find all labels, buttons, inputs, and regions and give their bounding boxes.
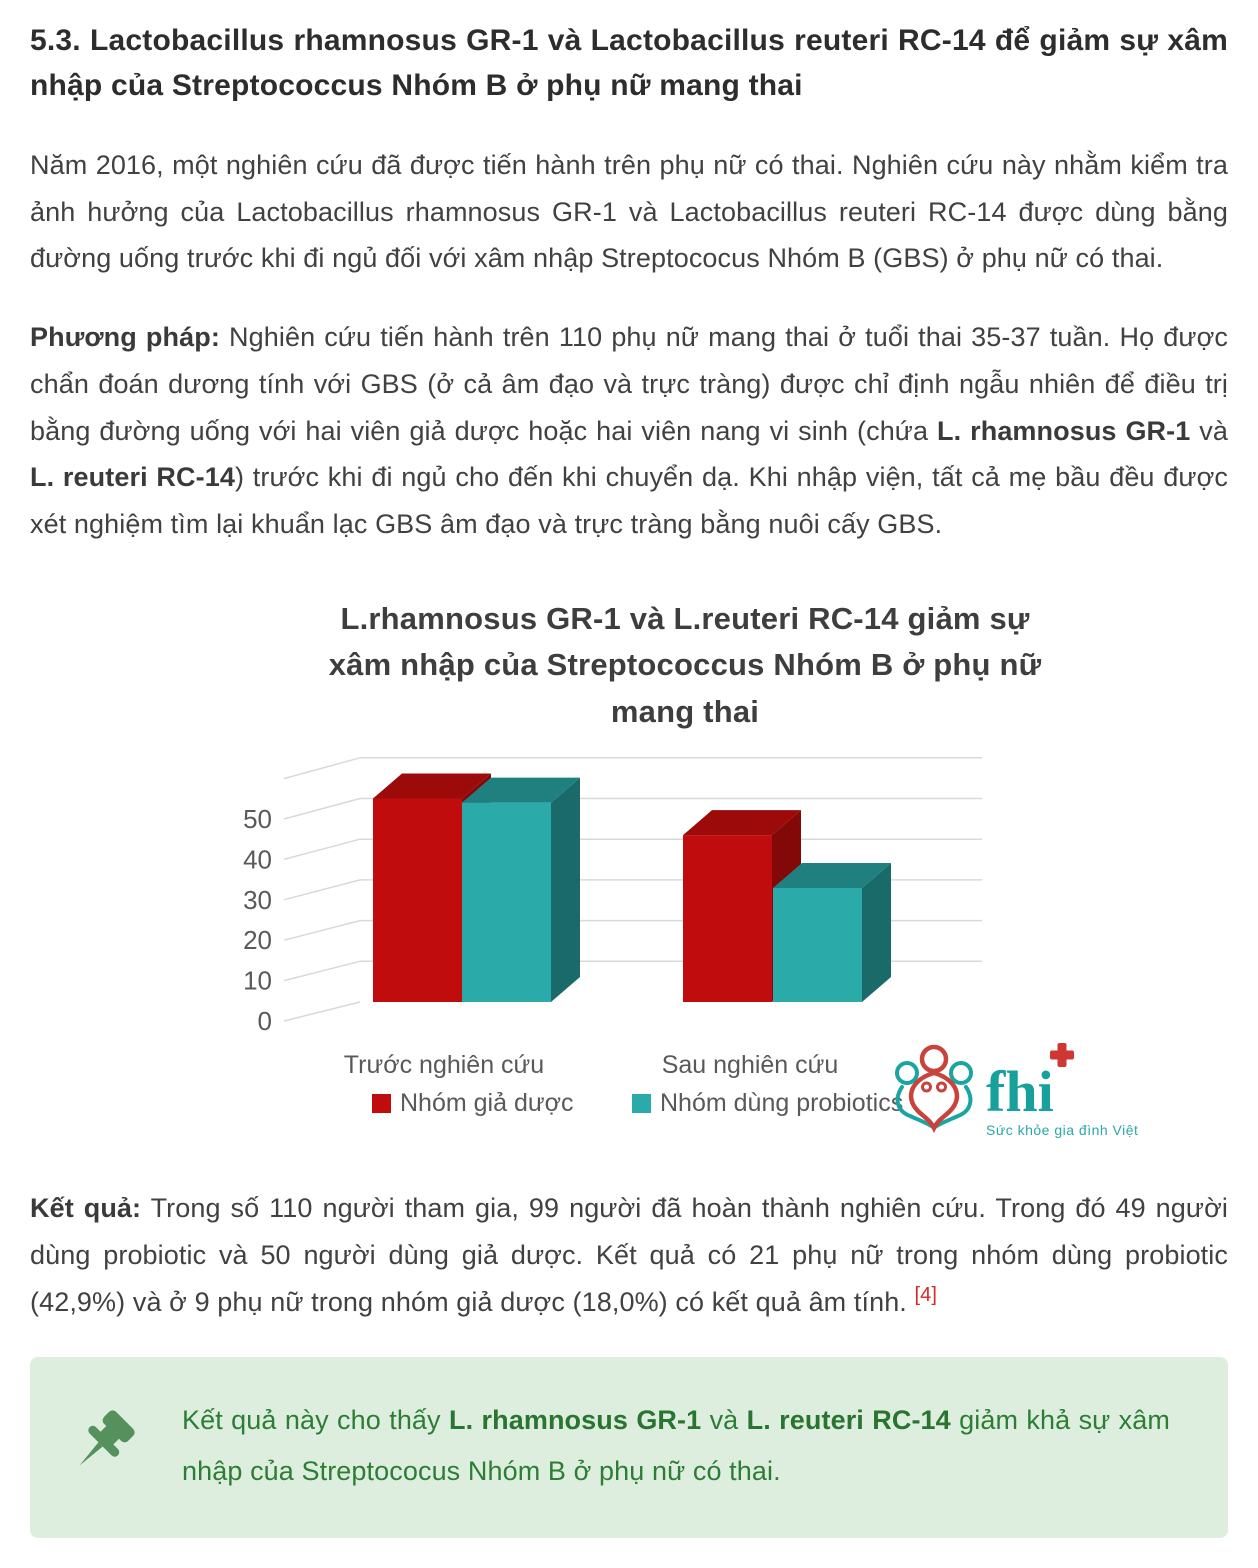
chart-legend bbox=[372, 1089, 903, 1117]
text-segment: L. rhamnosus GR-1 bbox=[937, 415, 1191, 446]
family-figure-icon bbox=[897, 1047, 971, 1128]
key-takeaway-callout bbox=[30, 1357, 1228, 1538]
text-segment: Nghiên cứu tiến hành trên 110 phụ nữ mang thai ở tuổi thai 35-37 tuần. Họ được chẩn đoán dương tính với GBS (ở cả âm đạo và trực tràng) được chỉ định ngẫu nhiên để điều trị bằng đường uống với hai viên giả dược hoặc hai viên nang vi sinh (chứa bbox=[30, 322, 1228, 446]
center-head-circle bbox=[922, 1047, 946, 1071]
text-segment: Năm 2016, một nghiên cứu đã được tiến hành trên phụ nữ có thai. Nghiên cứu này nhằm kiểm tra ảnh hưởng của Lactobacillus rhamnosus GR-1 và Lactobacillus reuteri RC-14 được dùng bằng đường uống trước khi đi ngủ đối với xâm nhập Streptococus Nhóm B (GBS) ở phụ nữ có thai. bbox=[30, 150, 1228, 274]
citation-ref[interactable]: [4] bbox=[914, 1283, 938, 1306]
legend-label: Nhóm dùng probiotics bbox=[660, 1089, 904, 1118]
bar-Nhóm giả dược-1 bbox=[683, 835, 772, 1002]
pushpin-icon bbox=[62, 1401, 148, 1498]
text-segment: ) trước khi đi ngủ cho đến khi chuyển dạ. Khi nhập viện, tất cả mẹ bầu đều được xét nghiệm tìm lại khuẩn lạc GBS âm đạo và trực tràng bằng nuôi cấy GBS. bbox=[30, 462, 1228, 539]
category-label: Trước nghiên cứu bbox=[343, 1051, 545, 1080]
legend-swatch bbox=[632, 1094, 651, 1113]
legend-label: Nhóm giả dược bbox=[400, 1089, 574, 1118]
chart-plot-area bbox=[243, 758, 982, 1079]
drop-detail-right bbox=[938, 1083, 946, 1091]
logo-tagline: Sức khỏe gia đình Việt bbox=[986, 1122, 1139, 1139]
bar-Nhóm dùng probiotics-0 bbox=[462, 803, 551, 1002]
text-segment: L. reuteri RC-14 bbox=[746, 1405, 951, 1436]
logo-wordmark: fhi bbox=[986, 1059, 1054, 1125]
text-segment: Trong số 110 người tham gia, 99 người đã hoàn thành nghiên cứu. Trong đó 49 người dùng probiotic và 50 người dùng giả dược. Kết quả có 21 phụ nữ trong nhóm dùng probiotic (42,9%) và ở 9 phụ nữ trong nhóm giả dược (18,0%) có kết quả âm tính. bbox=[30, 1193, 1228, 1317]
bar-Nhóm dùng probiotics-1 bbox=[773, 888, 862, 1002]
axis-depth-line bbox=[284, 839, 360, 859]
text-segment: L. rhamnosus GR-1 bbox=[449, 1405, 702, 1436]
bar-Nhóm giả dược-0 bbox=[373, 799, 462, 1003]
callout-text bbox=[182, 1395, 1170, 1497]
bar-side-Nhóm dùng probiotics bbox=[551, 778, 580, 1002]
text-segment: và bbox=[1190, 415, 1228, 446]
text-segment: và bbox=[701, 1405, 747, 1436]
intro-paragraph bbox=[30, 142, 1228, 282]
text-segment: Kết quả này cho thấy bbox=[182, 1405, 449, 1436]
axis-depth-line bbox=[284, 880, 360, 900]
y-tick-label: 0 bbox=[257, 1006, 272, 1037]
bar-chart-3d bbox=[220, 745, 1150, 1143]
axis-depth-line bbox=[284, 758, 360, 779]
text-segment: Phương pháp: bbox=[30, 322, 220, 353]
chart-title: L.rhamnosus GR-1 và L.reuteri RC-14 giảm sự xâm nhập của Streptococcus Nhóm B ở phụ nữ mang thai bbox=[328, 600, 1042, 729]
fhi-logo bbox=[897, 1043, 1138, 1138]
axis-depth-line bbox=[284, 799, 360, 820]
category-label: Sau nghiên cứu bbox=[661, 1051, 839, 1080]
chart-figure bbox=[220, 596, 1150, 1144]
axis-depth-line bbox=[284, 961, 360, 980]
y-tick-label: 50 bbox=[243, 804, 272, 835]
left-head-circle bbox=[897, 1063, 917, 1083]
y-tick-label: 30 bbox=[243, 884, 272, 915]
axis-depth-line bbox=[284, 1002, 360, 1021]
axis-depth-line bbox=[284, 921, 360, 941]
text-segment: L. reuteri RC-14 bbox=[30, 462, 235, 493]
results-paragraph bbox=[30, 1185, 1228, 1325]
section-heading: 5.3. Lactobacillus rhamnosus GR-1 và Lactobacillus reuteri RC-14 để giảm sự xâm nhập của Streptococcus Nhóm B ở phụ nữ mang thai bbox=[30, 24, 1228, 102]
legend-swatch bbox=[372, 1094, 391, 1113]
y-tick-label: 40 bbox=[243, 844, 272, 875]
y-tick-label: 10 bbox=[243, 965, 272, 996]
drop-detail-left bbox=[923, 1083, 931, 1091]
y-tick-label: 20 bbox=[243, 925, 272, 956]
methods-paragraph bbox=[30, 314, 1228, 548]
text-segment: giảm khả sự xâm nhập của Streptococus Nhóm B ở phụ nữ có thai. bbox=[182, 1405, 1170, 1486]
text-segment: Kết quả: bbox=[30, 1193, 142, 1224]
right-head-circle bbox=[951, 1063, 971, 1083]
